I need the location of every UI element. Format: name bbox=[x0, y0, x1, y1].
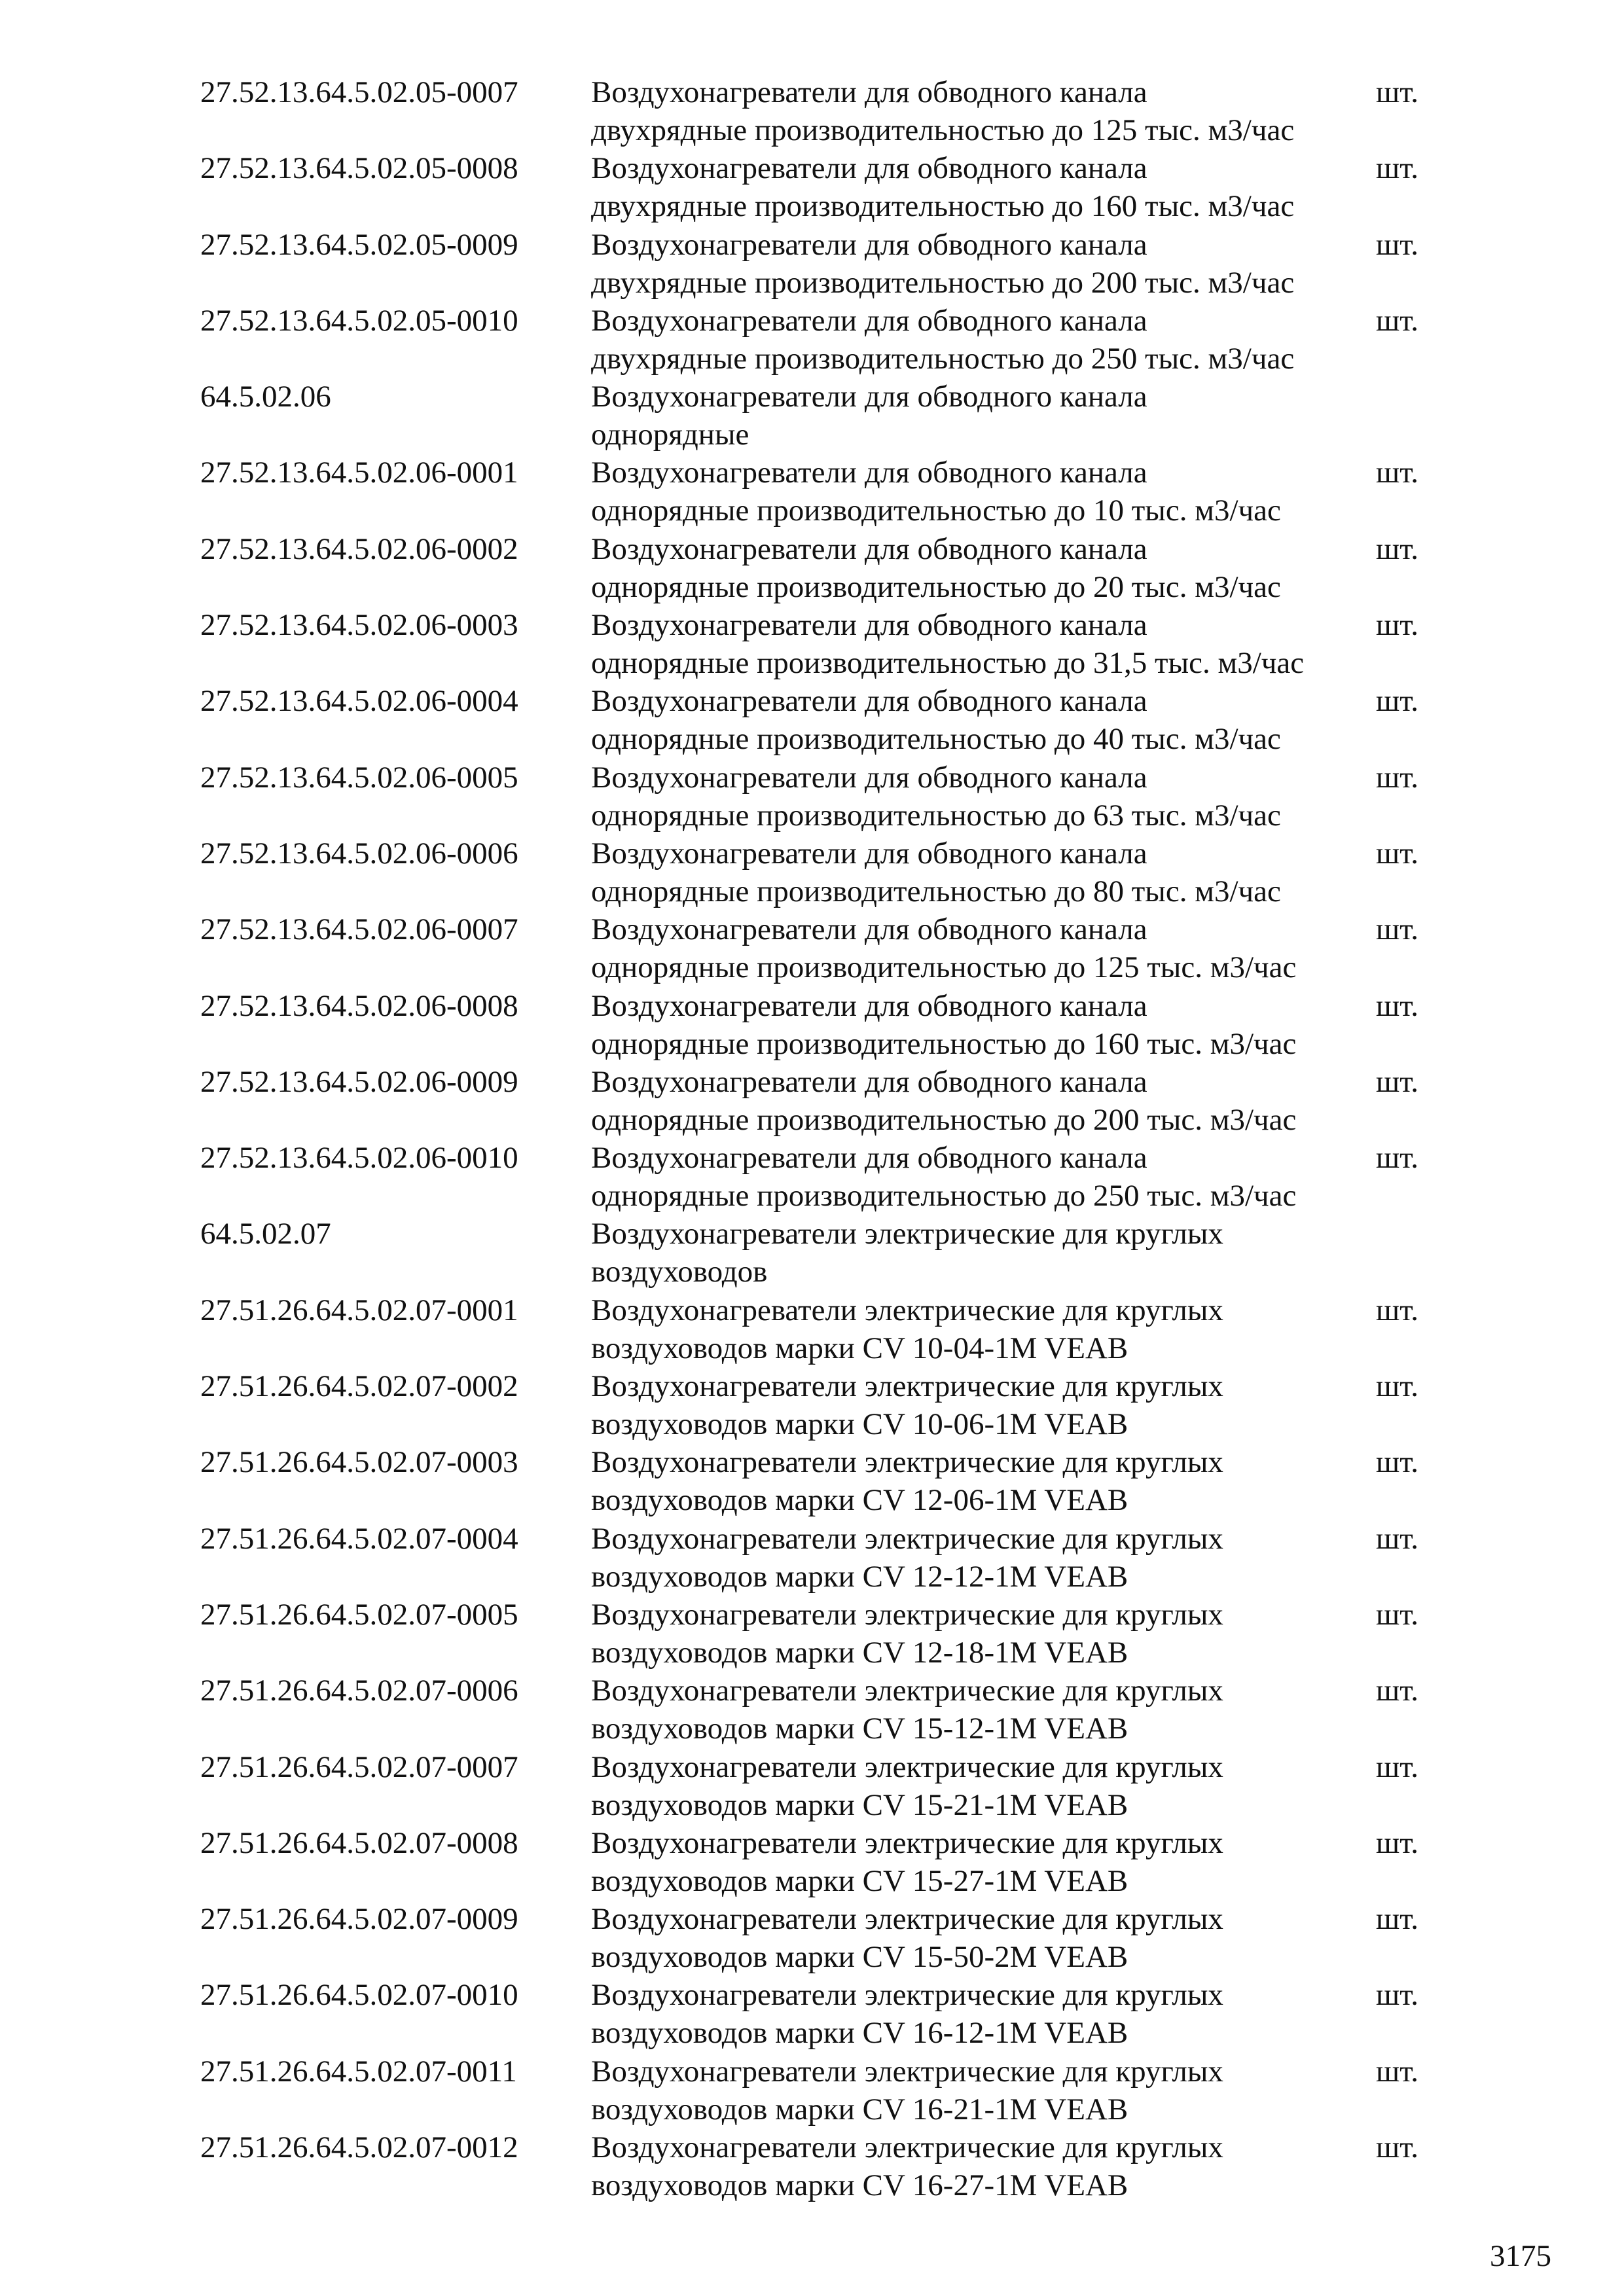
resource-code: 27.52.13.64.5.02.06-0001 bbox=[200, 456, 518, 490]
resource-code: 27.51.26.64.5.02.07-0010 bbox=[200, 1978, 518, 2013]
resource-name-line: воздуховодов марки CV 16-27-1M VEAB bbox=[591, 2168, 1128, 2203]
table-row bbox=[200, 1520, 1444, 1596]
resource-code: 27.52.13.64.5.02.06-0004 bbox=[200, 684, 518, 719]
unit-of-measure: шт. bbox=[1376, 912, 1418, 947]
unit-of-measure: шт. bbox=[1376, 1674, 1418, 1708]
resource-name-line: воздуховодов марки CV 12-18-1M VEAB bbox=[591, 1635, 1128, 1670]
unit-of-measure: шт. bbox=[1376, 760, 1418, 795]
resource-name bbox=[591, 759, 1573, 834]
table-row bbox=[200, 73, 1444, 149]
unit-of-measure: шт. bbox=[1376, 1749, 1418, 1784]
resource-code: 27.52.13.64.5.02.06-0008 bbox=[200, 988, 518, 1023]
resource-code: 27.51.26.64.5.02.07-0005 bbox=[200, 1597, 518, 1632]
table-row bbox=[200, 1976, 1444, 2052]
resource-name-line: однорядные производительностью до 160 тыс. м3/час bbox=[591, 1026, 1297, 1061]
resource-name-line: однорядные производительностью до 20 тыс. м3/час bbox=[591, 569, 1281, 604]
table-row bbox=[200, 2128, 1444, 2204]
resource-name bbox=[591, 302, 1573, 378]
resource-name-line: Воздухонагреватели электрические для круглых bbox=[591, 1978, 1223, 2013]
resource-code: 27.51.26.64.5.02.07-0009 bbox=[200, 1902, 518, 1937]
resource-code: 27.51.26.64.5.02.07-0002 bbox=[200, 1369, 518, 1404]
resource-name-line: однорядные производительностью до 200 тыс. м3/час bbox=[591, 1102, 1297, 1137]
unit-of-measure: шт. bbox=[1376, 1978, 1418, 2013]
resource-code: 27.51.26.64.5.02.07-0004 bbox=[200, 1521, 518, 1556]
unit-of-measure: шт. bbox=[1376, 1293, 1418, 1327]
resource-name-line: воздуховодов bbox=[591, 1255, 768, 1289]
resource-name-line: воздуховодов марки CV 15-50-2M VEAB bbox=[591, 1940, 1128, 1975]
resource-name-line: Воздухонагреватели для обводного канала bbox=[591, 151, 1147, 186]
resource-name-line: воздуховодов марки CV 10-04-1M VEAB bbox=[591, 1331, 1128, 1365]
resource-code: 27.51.26.64.5.02.07-0006 bbox=[200, 1674, 518, 1708]
resource-code: 27.52.13.64.5.02.06-0002 bbox=[200, 531, 518, 566]
resource-code: 27.52.13.64.5.02.06-0003 bbox=[200, 608, 518, 643]
table-row bbox=[200, 226, 1444, 302]
unit-of-measure: шт. bbox=[1376, 1521, 1418, 1556]
resource-name-line: Воздухонагреватели для обводного канала bbox=[591, 988, 1147, 1023]
resource-name-line: Воздухонагреватели для обводного канала bbox=[591, 531, 1147, 566]
resource-name-line: двухрядные производительностью до 200 тыс. м3/час bbox=[591, 265, 1295, 300]
resource-name bbox=[591, 530, 1573, 606]
resource-name-line: Воздухонагреватели электрические для круглых bbox=[591, 1902, 1223, 1937]
table-row bbox=[200, 149, 1444, 225]
resource-name bbox=[591, 1139, 1573, 1215]
table-row bbox=[200, 834, 1444, 910]
resource-name-line: Воздухонагреватели для обводного канала bbox=[591, 1141, 1147, 1175]
page-number: 3175 bbox=[1490, 2239, 1551, 2273]
table-row bbox=[200, 1139, 1444, 1215]
resource-code: 64.5.02.06 bbox=[200, 380, 331, 414]
resource-list bbox=[200, 73, 1444, 2204]
resource-name-line: Воздухонагреватели электрические для круглых bbox=[591, 1674, 1223, 1708]
unit-of-measure: шт. bbox=[1376, 1902, 1418, 1937]
unit-of-measure: шт. bbox=[1376, 75, 1418, 109]
resource-name bbox=[591, 1824, 1573, 1900]
resource-name-line: воздуховодов марки CV 16-21-1M VEAB bbox=[591, 2092, 1128, 2126]
resource-name bbox=[591, 2128, 1573, 2204]
resource-name-line: двухрядные производительностью до 250 тыс. м3/час bbox=[591, 341, 1295, 376]
table-row bbox=[200, 1900, 1444, 1976]
resource-name-line: однорядные производительностью до 250 тыс. м3/час bbox=[591, 1179, 1297, 1213]
resource-name-line: Воздухонагреватели для обводного канала bbox=[591, 456, 1147, 490]
resource-name-line: двухрядные производительностью до 125 тыс. м3/час bbox=[591, 113, 1295, 147]
resource-name-line: Воздухонагреватели для обводного канала bbox=[591, 912, 1147, 947]
unit-of-measure: шт. bbox=[1376, 1369, 1418, 1404]
resource-name-line: однорядные производительностью до 80 тыс. м3/час bbox=[591, 874, 1281, 908]
resource-name-line: Воздухонагреватели для обводного канала bbox=[591, 608, 1147, 643]
table-row bbox=[200, 1824, 1444, 1900]
resource-name bbox=[591, 454, 1573, 529]
unit-of-measure: шт. bbox=[1376, 151, 1418, 186]
resource-name bbox=[591, 1672, 1573, 1748]
unit-of-measure: шт. bbox=[1376, 227, 1418, 262]
resource-code: 27.52.13.64.5.02.05-0010 bbox=[200, 303, 518, 338]
resource-name bbox=[591, 682, 1573, 758]
resource-name-line: Воздухонагреватели электрические для круглых bbox=[591, 1825, 1223, 1860]
resource-name-line: Воздухонагреватели электрические для круглых bbox=[591, 1445, 1223, 1480]
resource-name bbox=[591, 834, 1573, 910]
resource-code: 27.51.26.64.5.02.07-0012 bbox=[200, 2130, 518, 2165]
unit-of-measure: шт. bbox=[1376, 1597, 1418, 1632]
unit-of-measure: шт. bbox=[1376, 1141, 1418, 1175]
resource-name bbox=[591, 910, 1573, 986]
table-row bbox=[200, 682, 1444, 758]
resource-name-line: воздуховодов марки CV 15-12-1M VEAB bbox=[591, 1712, 1128, 1746]
unit-of-measure: шт. bbox=[1376, 2054, 1418, 2089]
table-row bbox=[200, 2053, 1444, 2128]
resource-name-line: однорядные производительностью до 63 тыс. м3/час bbox=[591, 798, 1281, 833]
table-row bbox=[200, 530, 1444, 606]
resource-name-line: Воздухонагреватели электрические для круглых bbox=[591, 2054, 1223, 2089]
resource-name bbox=[591, 1367, 1573, 1443]
table-row bbox=[200, 1596, 1444, 1672]
unit-of-measure: шт. bbox=[1376, 1064, 1418, 1099]
resource-name-line: Воздухонагреватели для обводного канала bbox=[591, 836, 1147, 870]
unit-of-measure: шт. bbox=[1376, 1445, 1418, 1480]
unit-of-measure: шт. bbox=[1376, 608, 1418, 643]
resource-name bbox=[591, 987, 1573, 1063]
unit-of-measure: шт. bbox=[1376, 456, 1418, 490]
resource-name-line: Воздухонагреватели для обводного канала bbox=[591, 75, 1147, 109]
table-row bbox=[200, 378, 1444, 454]
resource-name-line: воздуховодов марки CV 16-12-1M VEAB bbox=[591, 2016, 1128, 2051]
resource-name-line: воздуховодов марки CV 12-12-1M VEAB bbox=[591, 1559, 1128, 1594]
resource-name-line: однорядные производительностью до 10 тыс. м3/час bbox=[591, 493, 1281, 528]
resource-name bbox=[591, 1976, 1573, 2052]
resource-name bbox=[591, 606, 1573, 682]
resource-code: 27.52.13.64.5.02.05-0009 bbox=[200, 227, 518, 262]
resource-code: 27.52.13.64.5.02.06-0010 bbox=[200, 1141, 518, 1175]
resource-name bbox=[591, 1520, 1573, 1596]
resource-code: 27.52.13.64.5.02.06-0005 bbox=[200, 760, 518, 795]
resource-name-line: воздуховодов марки CV 15-21-1M VEAB bbox=[591, 1787, 1128, 1822]
resource-name-line: Воздухонагреватели электрические для круглых bbox=[591, 1369, 1223, 1404]
unit-of-measure: шт. bbox=[1376, 1825, 1418, 1860]
resource-name-line: воздуховодов марки CV 12-06-1M VEAB bbox=[591, 1483, 1128, 1518]
unit-of-measure: шт. bbox=[1376, 303, 1418, 338]
resource-name-line: Воздухонагреватели электрические для круглых bbox=[591, 1597, 1223, 1632]
resource-code: 27.52.13.64.5.02.05-0008 bbox=[200, 151, 518, 186]
resource-code: 64.5.02.07 bbox=[200, 1217, 331, 1251]
table-row bbox=[200, 1672, 1444, 1748]
resource-name bbox=[591, 149, 1573, 225]
table-row bbox=[200, 606, 1444, 682]
resource-name-line: однорядные производительностью до 125 тыс. м3/час bbox=[591, 950, 1297, 985]
table-row bbox=[200, 1215, 1444, 1291]
table-row bbox=[200, 1367, 1444, 1443]
resource-name-line: Воздухонагреватели электрические для круглых bbox=[591, 1293, 1223, 1327]
table-row bbox=[200, 1748, 1444, 1824]
resource-name-line: Воздухонагреватели электрические для круглых bbox=[591, 1217, 1223, 1251]
resource-name bbox=[591, 1063, 1573, 1139]
resource-name-line: однорядные bbox=[591, 418, 749, 452]
resource-code: 27.51.26.64.5.02.07-0008 bbox=[200, 1825, 518, 1860]
resource-code: 27.52.13.64.5.02.05-0007 bbox=[200, 75, 518, 109]
resource-name bbox=[591, 1215, 1573, 1291]
unit-of-measure: шт. bbox=[1376, 531, 1418, 566]
resource-code: 27.51.26.64.5.02.07-0007 bbox=[200, 1749, 518, 1784]
unit-of-measure: шт. bbox=[1376, 684, 1418, 719]
resource-name-line: Воздухонагреватели электрические для круглых bbox=[591, 2130, 1223, 2165]
resource-name-line: Воздухонагреватели для обводного канала bbox=[591, 684, 1147, 719]
table-row bbox=[200, 759, 1444, 834]
resource-name-line: Воздухонагреватели электрические для круглых bbox=[591, 1521, 1223, 1556]
resource-name bbox=[591, 1900, 1573, 1976]
resource-name-line: однорядные производительностью до 40 тыс. м3/час bbox=[591, 722, 1281, 757]
resource-code: 27.51.26.64.5.02.07-0001 bbox=[200, 1293, 518, 1327]
resource-name-line: двухрядные производительностью до 160 тыс. м3/час bbox=[591, 189, 1295, 224]
resource-code: 27.52.13.64.5.02.06-0007 bbox=[200, 912, 518, 947]
table-row bbox=[200, 1291, 1444, 1367]
table-row bbox=[200, 454, 1444, 529]
resource-name-line: однорядные производительностью до 31,5 тыс. м3/час bbox=[591, 646, 1305, 681]
resource-name-line: Воздухонагреватели для обводного канала bbox=[591, 303, 1147, 338]
unit-of-measure: шт. bbox=[1376, 836, 1418, 870]
unit-of-measure: шт. bbox=[1376, 988, 1418, 1023]
resource-name-line: воздуховодов марки CV 10-06-1M VEAB bbox=[591, 1407, 1128, 1442]
unit-of-measure: шт. bbox=[1376, 2130, 1418, 2165]
resource-name bbox=[591, 1748, 1573, 1824]
resource-name bbox=[591, 1596, 1573, 1672]
resource-name bbox=[591, 73, 1573, 149]
resource-code: 27.52.13.64.5.02.06-0006 bbox=[200, 836, 518, 870]
resource-name-line: Воздухонагреватели электрические для круглых bbox=[591, 1749, 1223, 1784]
resource-name-line: Воздухонагреватели для обводного канала bbox=[591, 1064, 1147, 1099]
table-row bbox=[200, 302, 1444, 378]
resource-name bbox=[591, 2053, 1573, 2128]
resource-name-line: Воздухонагреватели для обводного канала bbox=[591, 380, 1147, 414]
resource-code: 27.51.26.64.5.02.07-0011 bbox=[200, 2054, 517, 2089]
table-row bbox=[200, 1443, 1444, 1519]
table-row bbox=[200, 1063, 1444, 1139]
resource-code: 27.52.13.64.5.02.06-0009 bbox=[200, 1064, 518, 1099]
resource-name bbox=[591, 378, 1573, 454]
table-row bbox=[200, 987, 1444, 1063]
resource-name bbox=[591, 1291, 1573, 1367]
resource-code: 27.51.26.64.5.02.07-0003 bbox=[200, 1445, 518, 1480]
resource-name bbox=[591, 1443, 1573, 1519]
table-row bbox=[200, 910, 1444, 986]
resource-name-line: Воздухонагреватели для обводного канала bbox=[591, 227, 1147, 262]
resource-name-line: воздуховодов марки CV 15-27-1M VEAB bbox=[591, 1863, 1128, 1898]
resource-name bbox=[591, 226, 1573, 302]
resource-name-line: Воздухонагреватели для обводного канала bbox=[591, 760, 1147, 795]
